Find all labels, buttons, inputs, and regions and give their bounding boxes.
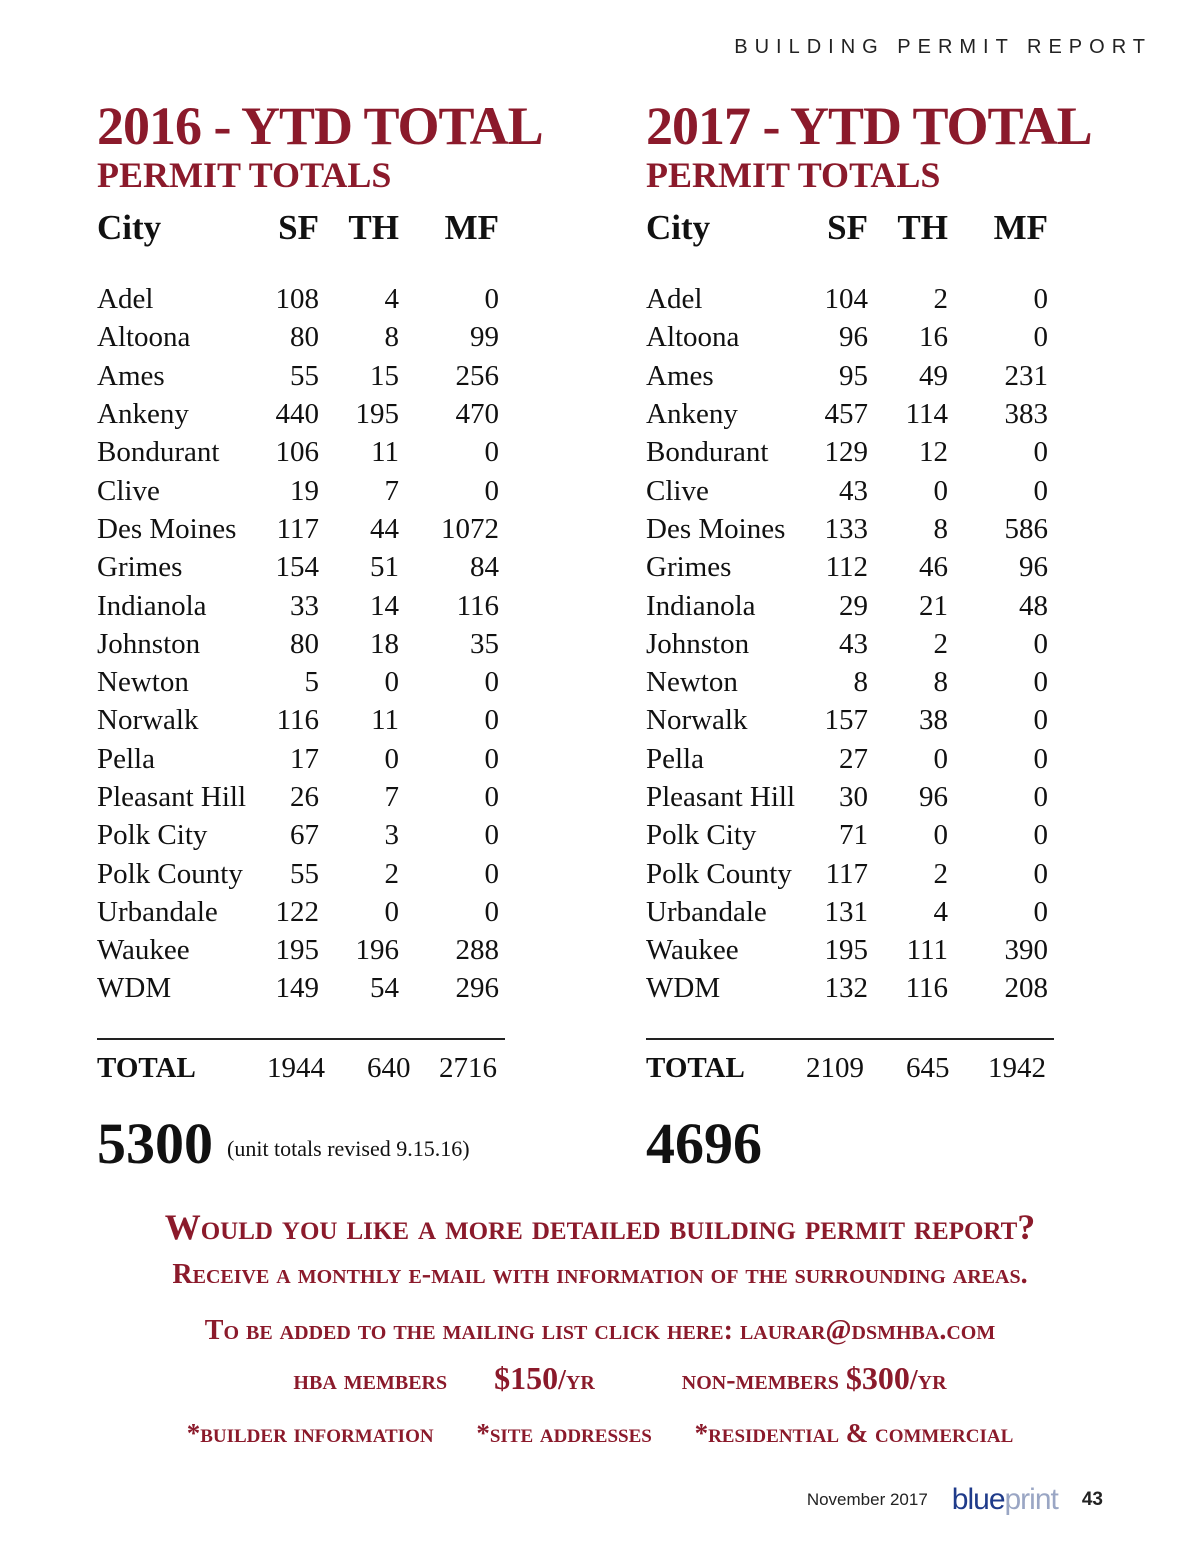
total-label: TOTAL xyxy=(97,1051,196,1084)
logo-part-blue: blue xyxy=(951,1483,1005,1516)
sf-cell: 26 xyxy=(290,781,319,813)
permit-table xyxy=(97,208,499,1008)
sf-cell: 33 xyxy=(290,589,319,622)
sf-cell: 132 xyxy=(824,972,868,1005)
th-cell: 0 xyxy=(933,819,948,852)
mf-cell: 586 xyxy=(1004,512,1048,545)
column-header-city: City xyxy=(646,208,711,247)
table-header-row xyxy=(97,208,499,270)
city-cell: Pleasant Hill xyxy=(646,781,796,813)
sf-cell: 149 xyxy=(275,972,319,1005)
sf-cell: 154 xyxy=(275,551,319,584)
sf-cell: 131 xyxy=(824,895,868,928)
mf-cell: 0 xyxy=(484,666,499,699)
table-row xyxy=(646,318,1048,356)
table-row xyxy=(97,854,499,892)
total-label: TOTAL xyxy=(646,1051,745,1084)
th-cell: 96 xyxy=(919,781,948,813)
column-header-mf: MF xyxy=(444,208,499,247)
mf-cell: 0 xyxy=(1033,704,1048,737)
members-amount: $150 xyxy=(494,1360,559,1396)
th-cell: 2 xyxy=(384,857,399,890)
table-row xyxy=(97,625,499,663)
logo-part-print: print xyxy=(1004,1483,1058,1516)
city-cell: Ames xyxy=(97,359,165,392)
city-cell: Waukee xyxy=(646,934,739,967)
th-cell: 8 xyxy=(384,321,399,354)
sf-cell: 43 xyxy=(839,474,868,507)
th-cell: 195 xyxy=(355,398,399,431)
mf-cell: 99 xyxy=(470,321,499,354)
feature-item: *site addresses xyxy=(476,1418,652,1448)
city-cell: Johnston xyxy=(97,627,201,660)
th-cell: 0 xyxy=(933,742,948,775)
mf-cell: 0 xyxy=(484,857,499,890)
city-cell: Polk City xyxy=(97,819,208,852)
city-cell: Grimes xyxy=(646,551,732,584)
sf-cell: 95 xyxy=(839,359,868,392)
th-cell: 54 xyxy=(370,972,399,1005)
mf-cell: 0 xyxy=(484,283,499,316)
section-title: 2016 - YTD TOTAL xyxy=(97,96,543,156)
pricing-line xyxy=(0,1360,1200,1397)
column-header-sf: SF xyxy=(278,208,319,247)
city-cell: Polk County xyxy=(97,857,243,890)
table-row xyxy=(97,969,499,1007)
th-cell: 15 xyxy=(370,359,399,392)
permit-rows xyxy=(646,270,1048,1008)
total-th: 645 xyxy=(906,1051,950,1084)
page-footer xyxy=(807,1480,1103,1520)
total-divider xyxy=(646,1038,1054,1040)
city-cell: Urbandale xyxy=(646,895,767,928)
th-cell: 111 xyxy=(906,934,948,967)
mf-cell: 0 xyxy=(1033,781,1048,813)
mf-cell: 0 xyxy=(484,819,499,852)
total-sf: 2109 xyxy=(806,1051,864,1084)
table-row xyxy=(646,854,1048,892)
city-cell: Newton xyxy=(97,666,189,699)
th-cell: 51 xyxy=(370,551,399,584)
city-cell: Urbandale xyxy=(97,895,218,928)
mf-cell: 35 xyxy=(470,627,499,660)
city-cell: Norwalk xyxy=(646,704,748,737)
section-subtitle: PERMIT TOTALS xyxy=(97,155,392,195)
table-row xyxy=(646,893,1048,931)
city-cell: Des Moines xyxy=(97,512,237,545)
th-cell: 0 xyxy=(933,474,948,507)
th-cell: 3 xyxy=(384,819,399,852)
sf-cell: 8 xyxy=(853,666,868,699)
sf-cell: 55 xyxy=(290,857,319,890)
sf-cell: 108 xyxy=(275,283,319,316)
mf-cell: 0 xyxy=(1033,819,1048,852)
section-title: 2017 - YTD TOTAL xyxy=(646,96,1092,156)
permit-table xyxy=(646,208,1048,1008)
members-label: hba members xyxy=(293,1365,448,1396)
city-cell: Grimes xyxy=(97,551,183,584)
column-header-city: City xyxy=(97,208,162,247)
table-row xyxy=(646,740,1048,778)
feature-list xyxy=(0,1418,1200,1449)
city-cell: WDM xyxy=(97,972,172,1005)
nonmembers-price xyxy=(682,1360,947,1397)
th-cell: 21 xyxy=(919,589,948,622)
sf-cell: 104 xyxy=(824,283,868,316)
mailing-list-link[interactable]: To be added to the mailing list click here: laurar@dsmhba.com xyxy=(204,1315,996,1346)
total-mf: 2716 xyxy=(439,1051,497,1084)
city-cell: WDM xyxy=(646,972,721,1005)
city-cell: Bondurant xyxy=(97,436,220,469)
sf-cell: 80 xyxy=(290,321,319,354)
total-divider xyxy=(97,1038,505,1040)
city-cell: Pleasant Hill xyxy=(97,781,247,813)
th-cell: 2 xyxy=(933,627,948,660)
th-cell: 8 xyxy=(933,512,948,545)
table-row xyxy=(97,395,499,433)
city-cell: Altoona xyxy=(97,321,191,354)
mf-cell: 84 xyxy=(470,551,499,584)
sf-cell: 55 xyxy=(290,359,319,392)
total-mf: 1942 xyxy=(988,1051,1046,1084)
city-cell: Waukee xyxy=(97,934,190,967)
th-cell: 8 xyxy=(933,666,948,699)
section-subtitle: PERMIT TOTALS xyxy=(646,155,941,195)
mf-cell: 0 xyxy=(484,895,499,928)
table-row xyxy=(97,357,499,395)
mf-cell: 0 xyxy=(1033,857,1048,890)
sf-cell: 116 xyxy=(276,704,319,737)
nonmembers-label: non-members xyxy=(681,1365,839,1396)
city-cell: Newton xyxy=(646,666,738,699)
mf-cell: 1072 xyxy=(441,512,499,545)
city-cell: Pella xyxy=(97,742,155,775)
table-row xyxy=(646,701,1048,739)
th-cell: 0 xyxy=(384,666,399,699)
mf-cell: 208 xyxy=(1004,972,1048,1005)
mf-cell: 0 xyxy=(484,474,499,507)
mf-cell: 383 xyxy=(1004,398,1048,431)
sf-cell: 30 xyxy=(839,781,868,813)
grand-total: 5300 xyxy=(97,1110,213,1176)
city-cell: Ankeny xyxy=(97,398,189,431)
sf-cell: 29 xyxy=(839,589,868,622)
th-cell: 49 xyxy=(919,359,948,392)
table-row xyxy=(646,931,1048,969)
table-row xyxy=(97,701,499,739)
th-cell: 114 xyxy=(905,398,948,431)
th-cell: 2 xyxy=(933,857,948,890)
city-cell: Clive xyxy=(646,474,709,507)
table-row xyxy=(97,471,499,509)
sf-cell: 80 xyxy=(290,627,319,660)
mf-cell: 0 xyxy=(1033,436,1048,469)
th-cell: 196 xyxy=(355,934,399,967)
grand-total-block xyxy=(646,1110,1116,1176)
table-row xyxy=(646,433,1048,471)
table-row xyxy=(646,471,1048,509)
table-row xyxy=(646,816,1048,854)
sf-cell: 117 xyxy=(825,857,868,890)
mf-cell: 0 xyxy=(1033,666,1048,699)
sf-cell: 122 xyxy=(275,895,319,928)
members-price xyxy=(253,1360,594,1397)
th-cell: 14 xyxy=(370,589,399,622)
mf-cell: 0 xyxy=(1033,474,1048,507)
mf-cell: 0 xyxy=(1033,321,1048,354)
sf-cell: 133 xyxy=(824,512,868,545)
th-cell: 4 xyxy=(384,283,399,316)
th-cell: 4 xyxy=(933,895,948,928)
column-header-sf: SF xyxy=(827,208,868,247)
table-row xyxy=(97,663,499,701)
mf-cell: 0 xyxy=(484,781,499,813)
city-cell: Altoona xyxy=(646,321,740,354)
sf-cell: 440 xyxy=(275,398,319,431)
city-cell: Polk County xyxy=(646,857,792,890)
table-row xyxy=(97,740,499,778)
sf-cell: 195 xyxy=(824,934,868,967)
th-cell: 11 xyxy=(371,704,399,737)
table-row xyxy=(646,548,1048,586)
column-header-th: TH xyxy=(897,208,948,247)
total-row xyxy=(97,1052,567,1092)
promo-headline: Would you like a more detailed building permit report? xyxy=(164,1207,1036,1247)
table-row xyxy=(97,586,499,624)
sf-cell: 106 xyxy=(275,436,319,469)
spacer-row xyxy=(97,270,499,280)
sf-cell: 117 xyxy=(276,512,319,545)
sf-cell: 112 xyxy=(825,551,868,584)
total-th: 640 xyxy=(367,1051,411,1084)
ytd-2016-section xyxy=(97,96,567,1179)
column-header-mf: MF xyxy=(993,208,1048,247)
table-row xyxy=(97,433,499,471)
sf-cell: 19 xyxy=(290,474,319,507)
city-cell: Adel xyxy=(646,283,703,316)
sf-cell: 457 xyxy=(824,398,868,431)
sf-cell: 43 xyxy=(839,627,868,660)
mf-cell: 0 xyxy=(1033,283,1048,316)
table-row xyxy=(97,778,499,816)
table-row xyxy=(97,931,499,969)
th-cell: 18 xyxy=(370,627,399,660)
mf-cell: 0 xyxy=(1033,627,1048,660)
table-row xyxy=(646,586,1048,624)
grand-total: 4696 xyxy=(646,1110,762,1176)
city-cell: Ames xyxy=(646,359,714,392)
th-cell: 2 xyxy=(933,283,948,316)
table-row xyxy=(646,778,1048,816)
th-cell: 7 xyxy=(384,781,399,813)
th-cell: 11 xyxy=(371,436,399,469)
mf-cell: 390 xyxy=(1004,934,1048,967)
mf-cell: 256 xyxy=(455,359,499,392)
table-row xyxy=(97,510,499,548)
city-cell: Norwalk xyxy=(97,704,199,737)
sf-cell: 27 xyxy=(839,742,868,775)
sf-cell: 129 xyxy=(824,436,868,469)
members-unit: /yr xyxy=(558,1365,595,1396)
table-header-row xyxy=(646,208,1048,270)
sf-cell: 67 xyxy=(290,819,319,852)
table-row xyxy=(97,548,499,586)
feature-item: *residential & commercial xyxy=(694,1418,1014,1448)
mf-cell: 0 xyxy=(484,742,499,775)
sf-cell: 71 xyxy=(839,819,868,852)
table-row xyxy=(646,969,1048,1007)
revision-note: (unit totals revised 9.15.16) xyxy=(227,1136,470,1162)
city-cell: Ankeny xyxy=(646,398,738,431)
column-header-th: TH xyxy=(348,208,399,247)
feature-item: *builder information xyxy=(186,1418,434,1448)
mf-cell: 96 xyxy=(1019,551,1048,584)
th-cell: 46 xyxy=(919,551,948,584)
page-number: 43 xyxy=(1081,1489,1103,1510)
sf-cell: 195 xyxy=(275,934,319,967)
table-row xyxy=(646,357,1048,395)
spacer-row xyxy=(646,270,1048,280)
table-row xyxy=(97,816,499,854)
city-cell: Adel xyxy=(97,283,154,316)
issue-date: November 2017 xyxy=(806,1490,928,1509)
th-cell: 16 xyxy=(919,321,948,354)
city-cell: Pella xyxy=(646,742,704,775)
mf-cell: 48 xyxy=(1019,589,1048,622)
sf-cell: 17 xyxy=(290,742,319,775)
th-cell: 12 xyxy=(919,436,948,469)
table-row xyxy=(97,318,499,356)
th-cell: 116 xyxy=(905,972,948,1005)
table-row xyxy=(646,663,1048,701)
city-cell: Des Moines xyxy=(646,512,786,545)
table-row xyxy=(646,280,1048,318)
table-row xyxy=(97,893,499,931)
mf-cell: 231 xyxy=(1004,359,1048,392)
mf-cell: 0 xyxy=(484,436,499,469)
mf-cell: 116 xyxy=(456,589,499,622)
mf-cell: 0 xyxy=(1033,895,1048,928)
nonmembers-unit: /yr xyxy=(909,1365,947,1396)
nonmembers-amount: $300 xyxy=(845,1360,910,1396)
mf-cell: 0 xyxy=(484,704,499,737)
th-cell: 38 xyxy=(919,704,948,737)
ytd-2017-section xyxy=(646,96,1116,1174)
city-cell: Clive xyxy=(97,474,160,507)
permit-rows xyxy=(97,270,499,1008)
promo-subline: Receive a monthly e-mail with information of the surrounding areas. xyxy=(172,1259,1028,1290)
table-row xyxy=(646,395,1048,433)
mf-cell: 0 xyxy=(1033,742,1048,775)
grand-total-block xyxy=(97,1110,567,1180)
mf-cell: 296 xyxy=(455,972,499,1005)
table-row xyxy=(646,510,1048,548)
sf-cell: 96 xyxy=(839,321,868,354)
mf-cell: 470 xyxy=(455,398,499,431)
th-cell: 44 xyxy=(370,512,399,545)
th-cell: 0 xyxy=(384,895,399,928)
city-cell: Indianola xyxy=(97,589,207,622)
table-row xyxy=(646,625,1048,663)
sf-cell: 5 xyxy=(304,666,319,699)
th-cell: 7 xyxy=(384,474,399,507)
sf-cell: 157 xyxy=(824,704,868,737)
total-sf: 1944 xyxy=(267,1051,325,1084)
city-cell: Bondurant xyxy=(646,436,769,469)
blueprint-logo xyxy=(952,1483,1058,1517)
th-cell: 0 xyxy=(384,742,399,775)
report-header: BUILDING PERMIT REPORT xyxy=(734,36,1152,58)
city-cell: Johnston xyxy=(646,627,750,660)
total-row xyxy=(646,1052,1116,1092)
table-row xyxy=(97,280,499,318)
mf-cell: 288 xyxy=(455,934,499,967)
city-cell: Indianola xyxy=(646,589,756,622)
city-cell: Polk City xyxy=(646,819,757,852)
